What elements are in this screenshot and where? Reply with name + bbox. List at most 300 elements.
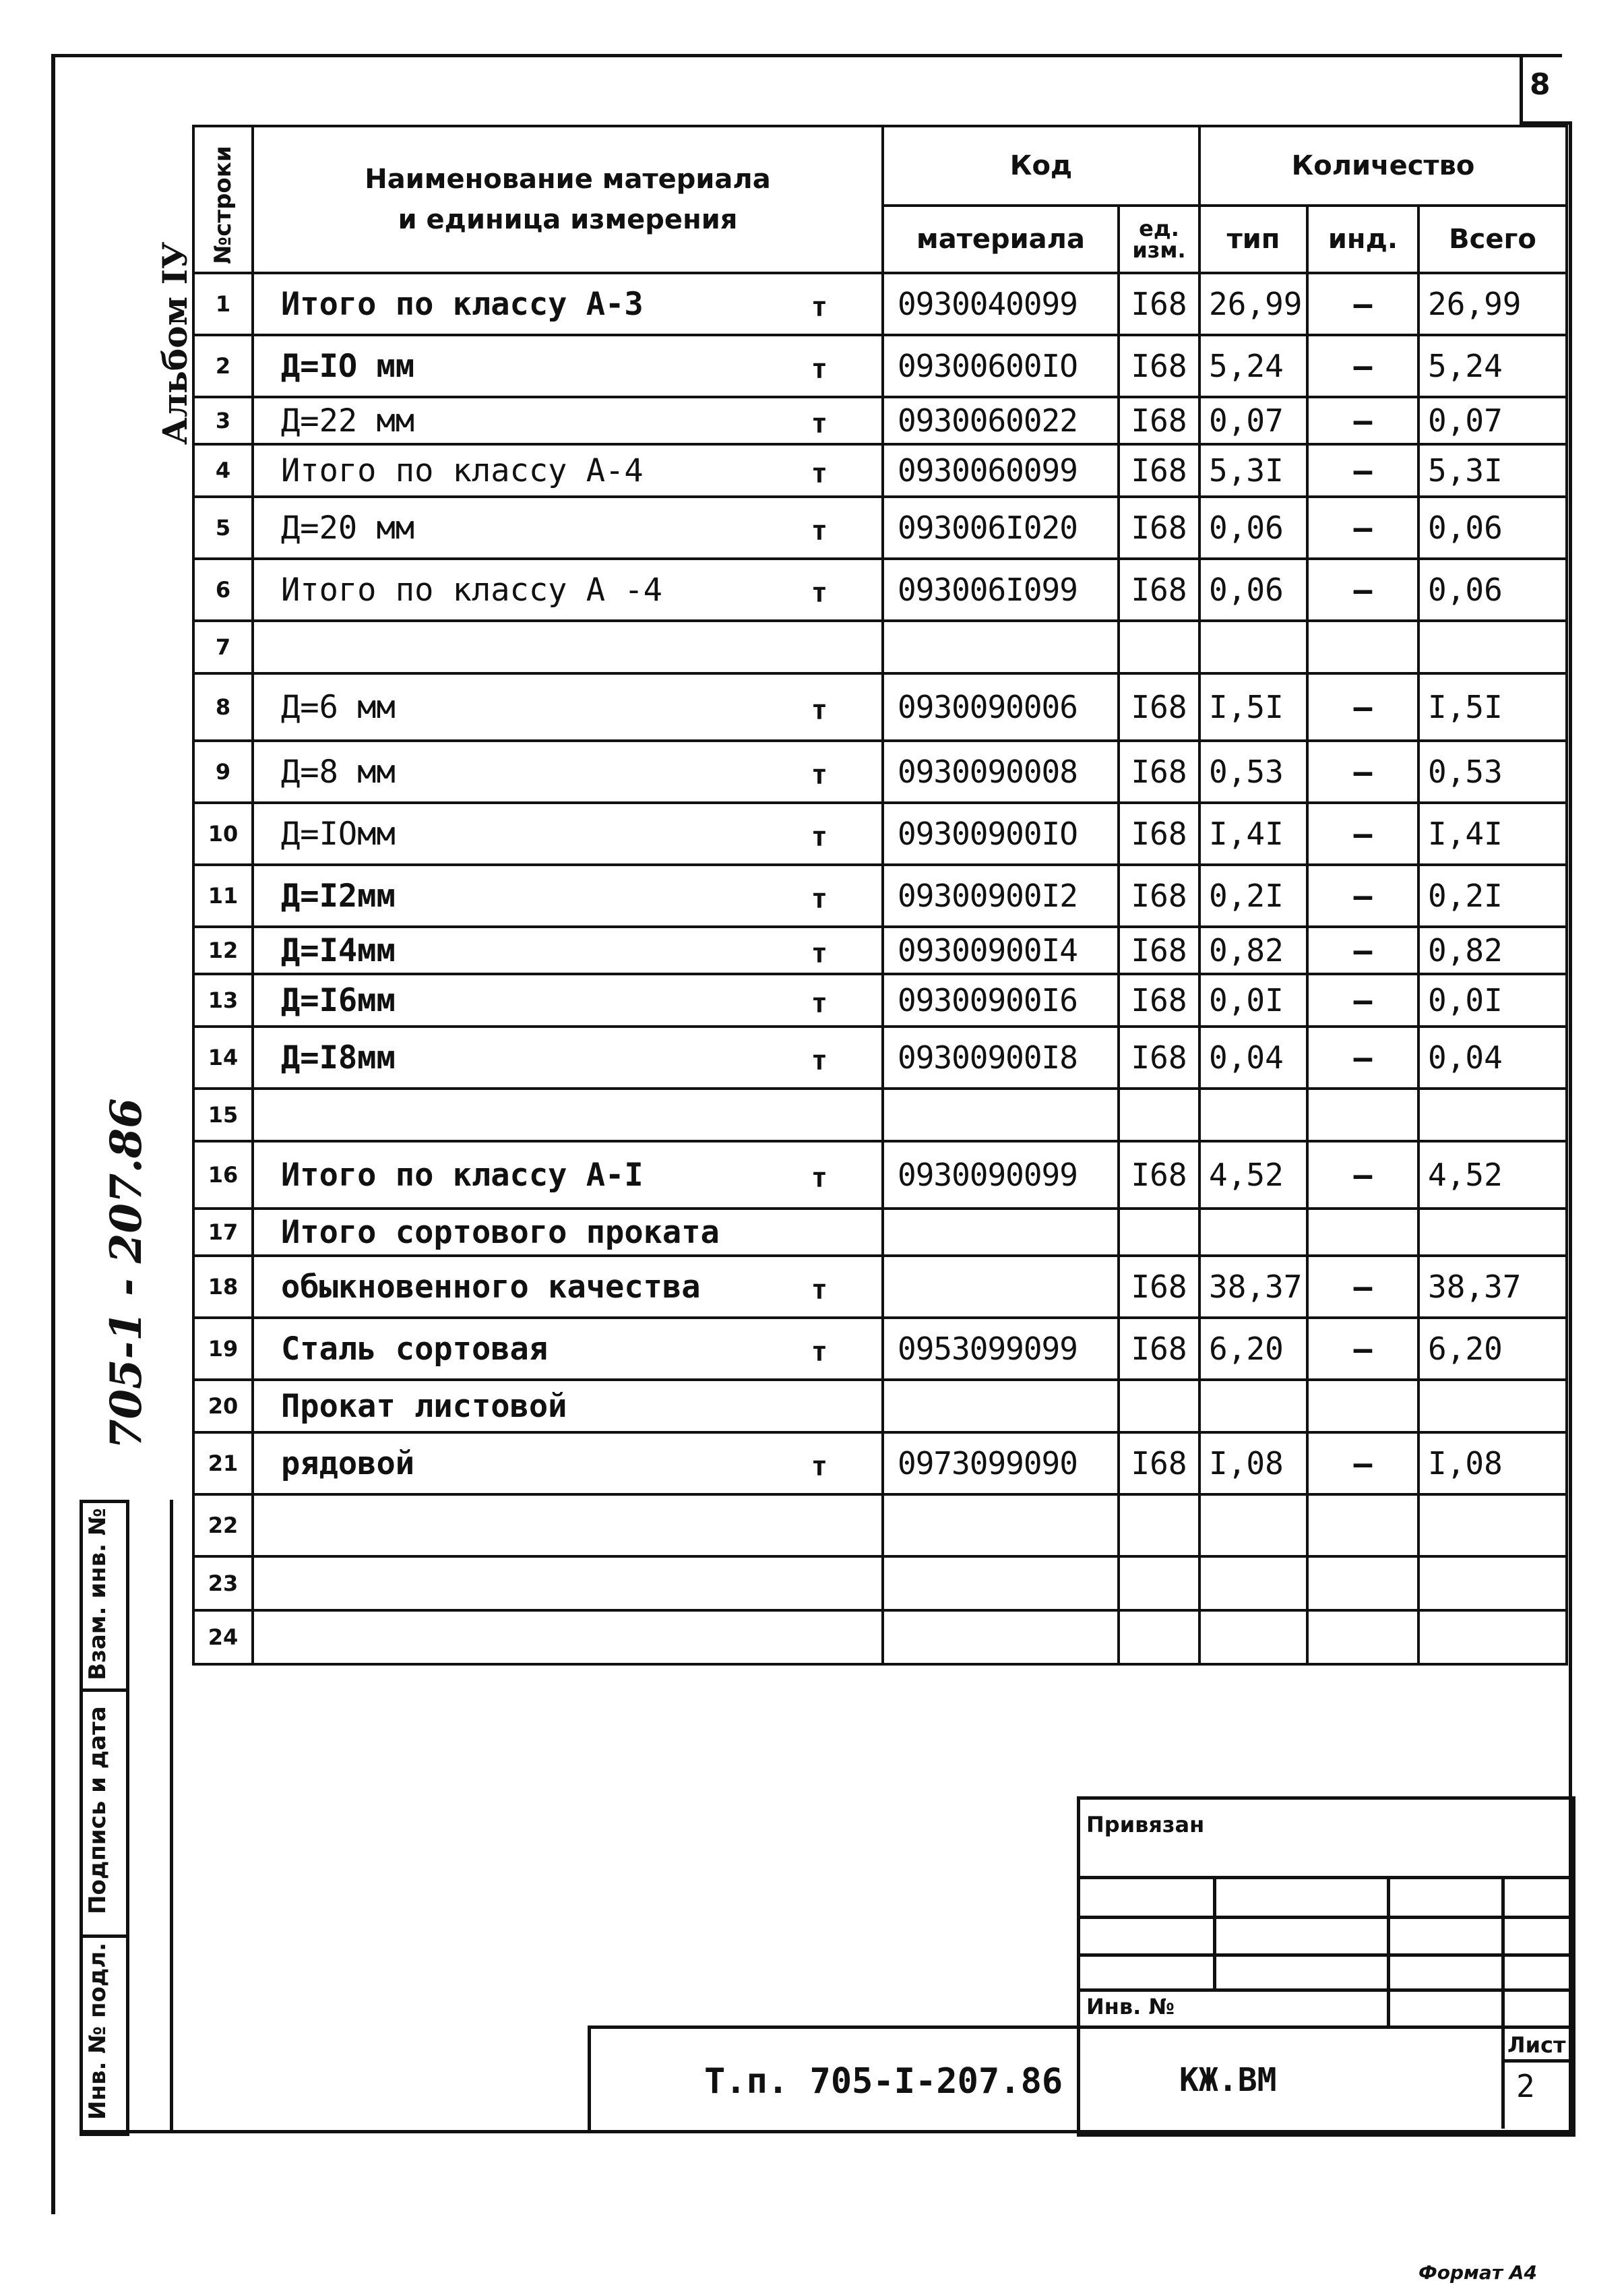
unit-code-text: I68 (1131, 1331, 1187, 1367)
row-number-text: 23 (208, 1571, 239, 1596)
unit-code-text: I68 (1131, 1039, 1187, 1076)
row-number (193, 803, 253, 865)
row-number-text: 8 (215, 694, 231, 720)
material-unit: т (811, 821, 827, 853)
material-unit: т (811, 353, 827, 385)
qty-total (1418, 803, 1567, 865)
material-code (883, 1256, 1119, 1318)
qty-ind (1307, 927, 1418, 974)
qty-ind-text: – (1353, 510, 1373, 546)
qty-total-text: 26,99 (1428, 286, 1522, 322)
row-number-text: 10 (208, 821, 239, 847)
material-code (883, 1556, 1119, 1610)
material-name (253, 865, 883, 927)
row-number (193, 1256, 253, 1318)
material-code-text: 093006I020 (898, 510, 1078, 546)
row-number (193, 335, 253, 397)
unit-code-text: I68 (1131, 1445, 1187, 1482)
qty-type-text: I,5I (1209, 689, 1284, 725)
table-row (193, 1494, 1567, 1556)
material-code-text: 0953099099 (898, 1331, 1078, 1367)
row-number-text: 2 (215, 353, 231, 379)
table-row (193, 1556, 1567, 1610)
unit-code-text: I68 (1131, 402, 1187, 439)
row-number-text: 14 (208, 1045, 239, 1070)
material-code (883, 673, 1119, 741)
material-code (883, 1380, 1119, 1432)
material-code-text: 0930090008 (898, 754, 1078, 790)
material-code (883, 1027, 1119, 1089)
material-name-text: Итого по классу А -4 (281, 571, 662, 609)
qty-type (1199, 1432, 1307, 1494)
qty-type (1199, 1209, 1307, 1256)
material-code (883, 444, 1119, 497)
qty-ind-text: – (1353, 452, 1373, 489)
header-q-type: тип (1199, 206, 1307, 273)
qty-type (1199, 1556, 1307, 1610)
qty-type-text: I,4I (1209, 816, 1284, 852)
material-name-text: Итого по классу А-4 (281, 452, 644, 489)
row-number (193, 1141, 253, 1209)
qty-total-text: 0,06 (1428, 572, 1503, 608)
qty-ind-text: – (1353, 1157, 1373, 1193)
row-number (193, 1027, 253, 1089)
row-number-text: 6 (215, 577, 231, 603)
qty-total (1418, 1141, 1567, 1209)
stamp-podpis-data: Подпись и дата (84, 1706, 111, 1914)
unit-code-text: I68 (1131, 816, 1187, 852)
qty-ind-text: – (1353, 878, 1373, 914)
stamp-vzam-inv: Взам. инв. № (84, 1508, 111, 1680)
qty-total (1418, 1610, 1567, 1664)
table-row (193, 865, 1567, 927)
unit-code (1119, 1141, 1199, 1209)
material-code (883, 397, 1119, 444)
unit-code-text: I68 (1131, 982, 1187, 1018)
album-label: Альбом IУ (155, 241, 195, 445)
qty-ind-text: – (1353, 689, 1373, 725)
qty-type-text: 6,20 (1209, 1331, 1284, 1367)
qty-total (1418, 741, 1567, 803)
qty-total (1418, 865, 1567, 927)
qty-type-text: 0,2I (1209, 878, 1284, 914)
material-name (253, 673, 883, 741)
material-name (253, 397, 883, 444)
qty-type-text: 5,24 (1209, 348, 1284, 384)
material-name (253, 273, 883, 335)
qty-type (1199, 444, 1307, 497)
row-number (193, 1318, 253, 1380)
material-code (883, 1089, 1119, 1141)
qty-type (1199, 397, 1307, 444)
header-row-no: №строки (193, 126, 253, 273)
row-number (193, 1380, 253, 1432)
qty-type-text: 0,04 (1209, 1039, 1284, 1076)
row-number-text: 5 (215, 515, 231, 541)
material-name-text: Д=I6мм (281, 981, 396, 1019)
material-code-text: 0930090006 (898, 689, 1078, 725)
qty-total (1418, 1494, 1567, 1556)
unit-code-text: I68 (1131, 932, 1187, 969)
material-code-text: 09300900IO (898, 816, 1078, 852)
qty-ind (1307, 974, 1418, 1027)
material-unit: т (811, 987, 827, 1019)
table-row (193, 497, 1567, 559)
material-name-text: обыкновенного качества (281, 1268, 701, 1306)
qty-ind (1307, 1089, 1418, 1141)
table-row (193, 927, 1567, 974)
material-unit: т (811, 408, 827, 439)
header-q-total: Всего (1418, 206, 1567, 273)
material-code-text: 0930060022 (898, 402, 1078, 439)
row-number (193, 1610, 253, 1664)
material-name-text: Д=I4мм (281, 932, 396, 969)
material-name (253, 803, 883, 865)
qty-ind (1307, 1432, 1418, 1494)
format-label: Формат А4 (1418, 2261, 1537, 2284)
qty-type (1199, 1380, 1307, 1432)
material-unit: т (811, 1045, 827, 1076)
material-name (253, 335, 883, 397)
row-number-text: 12 (208, 938, 239, 963)
material-name-text: Сталь сортовая (281, 1330, 549, 1368)
material-unit: т (811, 1162, 827, 1194)
qty-type (1199, 803, 1307, 865)
qty-type (1199, 273, 1307, 335)
qty-ind (1307, 1318, 1418, 1380)
qty-ind-text: – (1353, 572, 1373, 608)
row-number-text: 17 (208, 1219, 239, 1245)
material-code-text: 093006I099 (898, 572, 1078, 608)
inv-no-label: Инв. № (1086, 1994, 1175, 2019)
qty-ind (1307, 1027, 1418, 1089)
unit-code (1119, 673, 1199, 741)
qty-ind-text: – (1353, 402, 1373, 439)
row-number (193, 927, 253, 974)
qty-ind (1307, 273, 1418, 335)
qty-type-text: 0,0I (1209, 982, 1284, 1018)
unit-code (1119, 1432, 1199, 1494)
qty-type-text: 4,52 (1209, 1157, 1284, 1193)
qty-total (1418, 673, 1567, 741)
table-row (193, 1432, 1567, 1494)
material-name-text: Д=20 мм (281, 509, 415, 547)
material-name-text: Д=IOмм (281, 815, 396, 853)
row-number (193, 1209, 253, 1256)
unit-code (1119, 974, 1199, 1027)
qty-ind (1307, 497, 1418, 559)
qty-total-text: 0,04 (1428, 1039, 1503, 1076)
row-number (193, 273, 253, 335)
material-code (883, 741, 1119, 803)
qty-type (1199, 621, 1307, 673)
row-number (193, 497, 253, 559)
qty-type (1199, 741, 1307, 803)
unit-code (1119, 397, 1199, 444)
qty-type-text: 0,07 (1209, 402, 1284, 439)
material-code-text: 0973099090 (898, 1445, 1078, 1482)
material-code-text: 0930040099 (898, 286, 1078, 322)
row-number (193, 559, 253, 621)
qty-ind-text: – (1353, 348, 1373, 384)
unit-code-text: I68 (1131, 452, 1187, 489)
qty-total-text: 4,52 (1428, 1157, 1503, 1193)
qty-ind-text: – (1353, 1039, 1373, 1076)
qty-total (1418, 497, 1567, 559)
material-name-text: Итого по классу А-3 (281, 285, 644, 323)
unit-code (1119, 1256, 1199, 1318)
material-code (883, 273, 1119, 335)
table-row (193, 1141, 1567, 1209)
row-number (193, 397, 253, 444)
qty-total (1418, 1027, 1567, 1089)
unit-code (1119, 621, 1199, 673)
material-code (883, 1610, 1119, 1664)
table-row (193, 1380, 1567, 1432)
qty-total (1418, 335, 1567, 397)
unit-code (1119, 559, 1199, 621)
material-unit: т (811, 577, 827, 609)
material-code (883, 803, 1119, 865)
row-number (193, 865, 253, 927)
table-row (193, 1256, 1567, 1318)
material-code (883, 927, 1119, 974)
qty-total-text: 6,20 (1428, 1331, 1503, 1367)
table-row (193, 1027, 1567, 1089)
row-number-text: 11 (208, 883, 239, 909)
material-unit: т (811, 458, 827, 489)
qty-ind (1307, 397, 1418, 444)
qty-ind (1307, 741, 1418, 803)
qty-total-text: 5,24 (1428, 348, 1503, 384)
row-number-text: 19 (208, 1336, 239, 1362)
row-number-text: 9 (215, 759, 231, 785)
unit-code-text: I68 (1131, 286, 1187, 322)
qty-ind (1307, 1610, 1418, 1664)
qty-total-text: 0,0I (1428, 982, 1503, 1018)
qty-total (1418, 1209, 1567, 1256)
material-code-text: 0930090099 (898, 1157, 1078, 1193)
qty-total-text: 0,2I (1428, 878, 1503, 914)
qty-total (1418, 974, 1567, 1027)
row-number-text: 24 (208, 1624, 239, 1650)
unit-code (1119, 1556, 1199, 1610)
unit-code (1119, 865, 1199, 927)
material-unit: т (811, 938, 827, 969)
qty-total (1418, 1556, 1567, 1610)
unit-code (1119, 1494, 1199, 1556)
qty-total-text: 0,06 (1428, 510, 1503, 546)
header-quantity: Количество (1199, 126, 1567, 206)
qty-type-text: 38,37 (1209, 1269, 1303, 1305)
qty-total (1418, 621, 1567, 673)
qty-total (1418, 927, 1567, 974)
material-code (883, 1141, 1119, 1209)
row-number-text: 15 (208, 1102, 239, 1128)
material-code (883, 1432, 1119, 1494)
qty-total-text: I,5I (1428, 689, 1503, 725)
doc-code: Т.п. 705-I-207.86 (704, 2061, 1063, 2102)
qty-total (1418, 444, 1567, 497)
material-name-text: Д=I8мм (281, 1039, 396, 1076)
row-number-text: 18 (208, 1274, 239, 1300)
qty-type (1199, 1027, 1307, 1089)
table-row (193, 803, 1567, 865)
material-unit: т (811, 759, 827, 791)
row-number-text: 13 (208, 987, 239, 1013)
material-name (253, 974, 883, 1027)
qty-ind-text: – (1353, 932, 1373, 969)
unit-code-text: I68 (1131, 572, 1187, 608)
unit-code (1119, 1380, 1199, 1432)
table-row (193, 741, 1567, 803)
qty-total (1418, 1089, 1567, 1141)
material-code (883, 865, 1119, 927)
row-number (193, 673, 253, 741)
qty-ind-text: – (1353, 754, 1373, 790)
unit-code-text: I68 (1131, 1157, 1187, 1193)
qty-type (1199, 1610, 1307, 1664)
qty-type-text: 0,06 (1209, 572, 1284, 608)
qty-ind-text: – (1353, 816, 1373, 852)
material-name (253, 1141, 883, 1209)
table-row (193, 974, 1567, 1027)
unit-code (1119, 497, 1199, 559)
row-number-text: 22 (208, 1513, 239, 1538)
material-name (253, 1256, 883, 1318)
material-name (253, 559, 883, 621)
material-code-text: 09300900I6 (898, 982, 1078, 1018)
table-row (193, 1318, 1567, 1380)
material-unit: т (811, 1274, 827, 1306)
material-name (253, 444, 883, 497)
qty-ind (1307, 865, 1418, 927)
qty-ind-text: – (1353, 1331, 1373, 1367)
unit-code (1119, 1089, 1199, 1141)
material-name-text: Прокат листовой (281, 1387, 567, 1425)
qty-total-text: 5,3I (1428, 452, 1503, 489)
material-unit: т (811, 1451, 827, 1482)
qty-total-text: I,4I (1428, 816, 1503, 852)
material-name-text: Итого сортового проката (281, 1213, 720, 1251)
material-name (253, 1089, 883, 1141)
qty-total-text: 0,53 (1428, 754, 1503, 790)
material-code (883, 335, 1119, 397)
material-name (253, 497, 883, 559)
qty-ind (1307, 1556, 1418, 1610)
material-code (883, 1318, 1119, 1380)
table-row (193, 1209, 1567, 1256)
row-number-text: 3 (215, 408, 231, 433)
qty-type (1199, 1318, 1307, 1380)
qty-type (1199, 1141, 1307, 1209)
material-name (253, 927, 883, 974)
unit-code-text: I68 (1131, 348, 1187, 384)
material-code-text: 09300900I2 (898, 878, 1078, 914)
material-unit: т (811, 883, 827, 915)
material-unit: т (811, 1336, 827, 1368)
qty-ind (1307, 444, 1418, 497)
qty-type (1199, 1089, 1307, 1141)
qty-total (1418, 397, 1567, 444)
material-spec-table (192, 125, 1568, 1666)
qty-ind (1307, 1256, 1418, 1318)
row-number-text: 21 (208, 1451, 239, 1476)
material-code (883, 1209, 1119, 1256)
unit-code (1119, 1610, 1199, 1664)
unit-code-text: I68 (1131, 878, 1187, 914)
header-code-material: материала (883, 206, 1119, 273)
material-unit: т (811, 515, 827, 547)
sheet-value: 2 (1516, 2068, 1535, 2104)
stamp-inv-podl: Инв. № подл. (84, 1942, 111, 2120)
table-row (193, 335, 1567, 397)
material-name (253, 621, 883, 673)
material-name (253, 1610, 883, 1664)
unit-code-text: I68 (1131, 689, 1187, 725)
row-number (193, 1432, 253, 1494)
material-code (883, 497, 1119, 559)
material-unit: т (811, 694, 827, 726)
unit-code (1119, 803, 1199, 865)
material-name (253, 1494, 883, 1556)
unit-code-text: I68 (1131, 1269, 1187, 1305)
qty-ind-text: – (1353, 286, 1373, 322)
qty-total-text: 38,37 (1428, 1269, 1522, 1305)
qty-type-text: I,08 (1209, 1445, 1284, 1482)
qty-type-text: 26,99 (1209, 286, 1303, 322)
qty-type (1199, 335, 1307, 397)
table-row (193, 559, 1567, 621)
qty-type-text: 0,82 (1209, 932, 1284, 969)
qty-ind (1307, 803, 1418, 865)
side-project-code: 705-1 - 207.86 (101, 1098, 152, 1449)
material-name-text: Д=IO мм (281, 347, 415, 385)
material-name (253, 1027, 883, 1089)
row-number (193, 621, 253, 673)
qty-ind (1307, 673, 1418, 741)
material-unit: т (811, 291, 827, 323)
row-number (193, 741, 253, 803)
qty-total (1418, 559, 1567, 621)
material-code (883, 559, 1119, 621)
table-row (193, 444, 1567, 497)
qty-total-text: I,08 (1428, 1445, 1503, 1482)
qty-total-text: 0,82 (1428, 932, 1503, 969)
material-name-text: Д=I2мм (281, 877, 396, 915)
material-code (883, 974, 1119, 1027)
table-row (193, 621, 1567, 673)
row-number (193, 444, 253, 497)
qty-ind (1307, 559, 1418, 621)
row-number-text: 4 (215, 458, 231, 483)
qty-ind (1307, 621, 1418, 673)
qty-type (1199, 559, 1307, 621)
material-code-text: 0930060099 (898, 452, 1078, 489)
material-name-text: Д=8 мм (281, 753, 396, 791)
material-code-text: 09300900I8 (898, 1039, 1078, 1076)
material-name-text: Д=6 мм (281, 688, 396, 726)
corner-sheet-number: 8 (1530, 67, 1551, 102)
material-name (253, 1432, 883, 1494)
qty-type (1199, 673, 1307, 741)
material-name-text: Д=22 мм (281, 402, 415, 439)
qty-type-text: 0,06 (1209, 510, 1284, 546)
qty-ind (1307, 335, 1418, 397)
qty-type (1199, 497, 1307, 559)
material-name (253, 1209, 883, 1256)
unit-code (1119, 335, 1199, 397)
